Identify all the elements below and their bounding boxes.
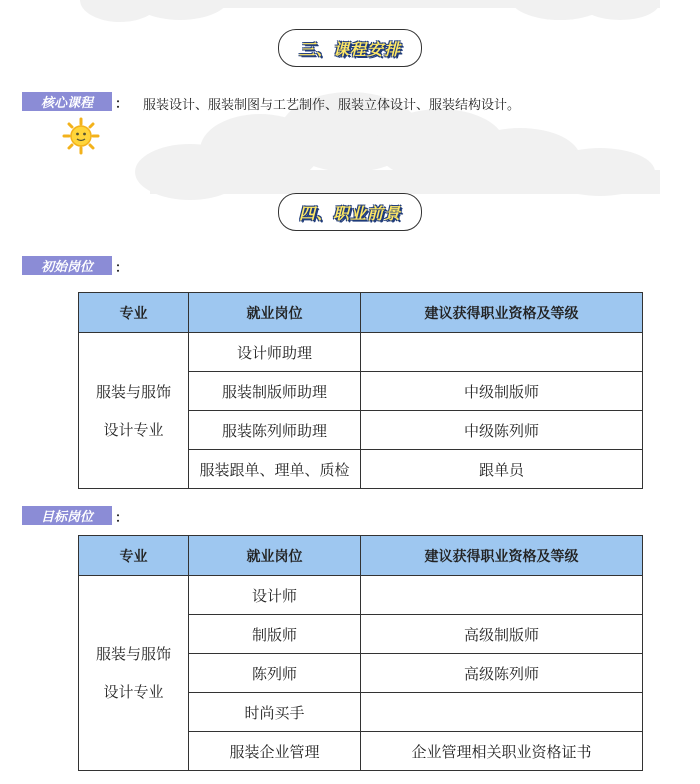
cert-cell: 跟单员 xyxy=(361,450,643,489)
table-row xyxy=(79,333,643,372)
cert-cell xyxy=(361,693,643,732)
header-major: 专业 xyxy=(79,536,189,576)
table-row xyxy=(79,576,643,615)
cert-cell xyxy=(361,333,643,372)
cert-cell: 中级陈列师 xyxy=(361,411,643,450)
table-header-row xyxy=(79,536,643,576)
sun-icon xyxy=(62,117,100,155)
header-major: 专业 xyxy=(79,293,189,333)
section-title-career: 四、职业前景 xyxy=(278,193,422,231)
job-cell: 陈列师 xyxy=(189,654,361,693)
cert-cell: 高级陈列师 xyxy=(361,654,643,693)
major-line-2: 设计专业 xyxy=(103,683,164,701)
core-colon: ： xyxy=(115,97,129,112)
initial-position-table xyxy=(78,292,643,489)
section-title-course: 三、课程安排 xyxy=(278,29,422,67)
major-line-1: 服装与服饰 xyxy=(95,645,171,663)
job-cell: 服装企业管理 xyxy=(189,732,361,771)
job-cell: 设计师助理 xyxy=(189,333,361,372)
initial-colon: ： xyxy=(115,261,129,276)
job-cell: 服装陈列师助理 xyxy=(189,411,361,450)
cert-cell: 高级制版师 xyxy=(361,615,643,654)
major-line-1: 服装与服饰 xyxy=(95,382,171,401)
cert-cell: 企业管理相关职业资格证书 xyxy=(361,732,643,771)
core-course-text: 服装设计、服装制图与工艺制作、服装立体设计、服装结构设计。 xyxy=(143,98,521,113)
initial-position-tag: 初始岗位 xyxy=(22,256,112,275)
job-cell: 服装制版师助理 xyxy=(189,372,361,411)
header-cert: 建议获得职业资格及等级 xyxy=(361,536,643,576)
major-cell xyxy=(79,576,189,771)
job-cell: 服装跟单、理单、质检 xyxy=(189,450,361,489)
header-cert: 建议获得职业资格及等级 xyxy=(361,293,643,333)
table-header-row xyxy=(79,293,643,333)
job-cell: 设计师 xyxy=(189,576,361,615)
job-cell: 制版师 xyxy=(189,615,361,654)
cert-cell xyxy=(361,576,643,615)
target-colon: ： xyxy=(115,511,129,526)
cert-cell: 中级制版师 xyxy=(361,372,643,411)
major-cell xyxy=(79,333,189,489)
target-position-tag: 目标岗位 xyxy=(22,506,112,525)
target-position-table xyxy=(78,535,643,771)
header-job: 就业岗位 xyxy=(189,536,361,576)
header-job: 就业岗位 xyxy=(189,293,361,333)
major-line-2: 设计专业 xyxy=(103,420,164,439)
core-course-tag: 核心课程 xyxy=(22,92,112,111)
job-cell: 时尚买手 xyxy=(189,693,361,732)
